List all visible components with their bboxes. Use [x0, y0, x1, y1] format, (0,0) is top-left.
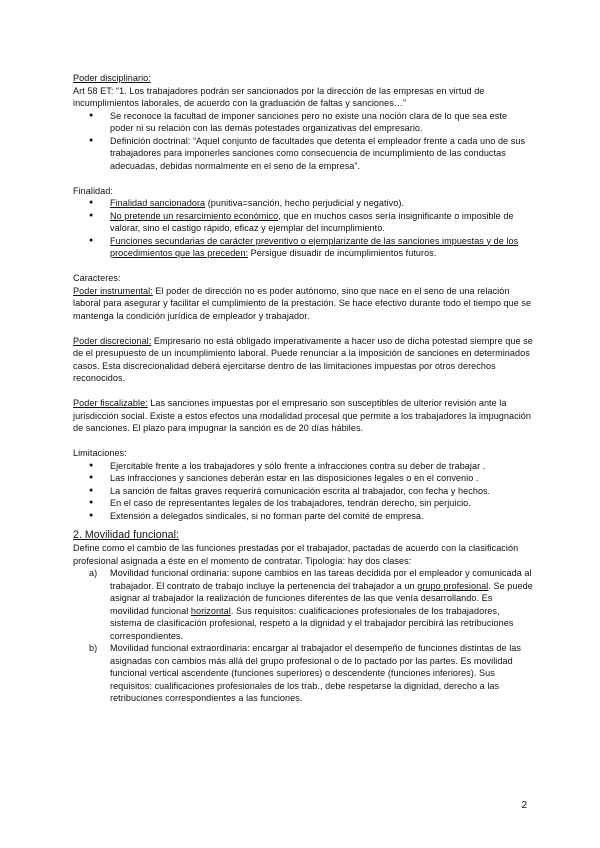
- section-title-movilidad-funcional: 2. Movilidad funcional:: [73, 529, 179, 541]
- movilidad-types: [73, 567, 533, 705]
- list-item: ● Definición doctrinal: “Aquel conjunto de facultades que detenta el empleador frente a cada uno de sus trabajadores para imponerles sanciones como consecuencia de incumplimiento de las conductas adecuadas, debidas normalmente en el seno de la empresa”.: [73, 135, 533, 173]
- list-item: ● Las infracciones y sanciones deberán estar en las disposiciones legales o en el convenio .: [73, 472, 533, 485]
- underlined-term: Funciones secundarias de carácter preventivo o ejemplarizante de las sanciones impuestas y de los procedimientos que las preceden:: [110, 235, 519, 258]
- item-text: . Sus requisitos: cualificaciones profesionales de los trabajadores, sistema de clasificación profesional, respeto a la dignidad y el trabajador percibirá las retribuciones correspondientes.: [110, 605, 514, 641]
- item-text: . Se puede asignar al trabajador la realización de funciones diferentes de las que venía desarrollando. Es movilidad funcional: [110, 580, 533, 616]
- item-text: Movilidad funcional ordinaria: supone cambios en las tareas decidida por el empleador y comunicada al trabajador. El contrato de trabajo incluye la pertenencia del trabajador a un: [110, 568, 532, 591]
- item-text: Movilidad funcional extraordinaria: encargar al trabajador el desempeño de funciones distintas de las asignadas con cambios más allá del grupo profesional o de lo pactado por las partes. Es movilidad funcional vertical ascendente (funciones superiores) o descendente (funciones inferiores). Sus requisitos: cualificaciones profesionales de los trab., debe respetarse la dignidad, derecho a las retribuciones correspondientes a las funciones.: [110, 643, 521, 703]
- underlined-term: No pretende un resarcimiento económico: [110, 210, 279, 221]
- underlined-term: grupo profesional: [417, 580, 489, 591]
- item-marker: b): [89, 643, 98, 653]
- limitaciones-list: [73, 460, 533, 523]
- caracter-term: Poder discrecional:: [73, 335, 152, 346]
- list-item: ● En el caso de representantes legales de los trabajadores, tendrán derecho, sin perjuicio.: [73, 497, 533, 510]
- list-item: ● Ejercitable frente a los trabajadores y sólo frente a infracciones contra su deber de trabajar .: [73, 460, 533, 473]
- caracter-text: El poder de dirección no es poder autónomo, sino que nace en el seno de una relación laboral para asegurar y facilitar el cumplimiento de la prestación. Se hace efectivo durante todo el tiempo que se mantenga la condición jurídica de empleador y trabajador.: [73, 285, 532, 321]
- finalidad-title: Finalidad:: [73, 185, 113, 196]
- finalidad-list: [73, 197, 533, 260]
- list-item: [73, 235, 533, 260]
- list-item: ● Se reconoce la facultad de imponer sanciones pero no existe una noción clara de lo que sea este poder ni su relación con las demás potestades organizativas del empresario.: [73, 110, 533, 135]
- movilidad-intro: Define como el cambio de las funciones prestadas por el trabajador, pactadas de acuerdo con la clasificación profesional asignada a éste en el momento de contratar. Tipología: hay dos clases:: [73, 543, 519, 566]
- caracter-block: [73, 335, 533, 385]
- page-number: 2: [521, 800, 527, 811]
- item-text: , que en muchos casos sería insignificante o imposible de valorar, sino el castigo rápido, eficaz y ejemplar del incumplimiento.: [110, 210, 514, 233]
- art58-intro: Art 58 ET: “1. Los trabajadores podrán ser sancionados por la dirección de las empresas en virtud de incumplimientos laborales, de acuerdo con la graduación de faltas y sanciones…”: [73, 85, 485, 108]
- poder-bullets: [73, 110, 533, 173]
- caracter-text: Empresario no está obligado imperativamente a hacer uso de dicha potestad siempre que se de el presupuesto de un incumplimiento laboral. Puede renunciar a la imposición de sanciones en determinados casos. Esta discrecionalidad deberá ejercitarse dentro de las limitaciones impuestas por otros derechos reconocidos.: [73, 335, 533, 383]
- list-item: [73, 642, 533, 705]
- list-item: [73, 197, 533, 210]
- caracter-block: [73, 285, 533, 323]
- item-text: (punitiva=sanción, hecho perjudicial y negativo).: [205, 198, 405, 208]
- caracter-text: Las sanciones impuestas por el empresario son susceptibles de ulterior revisión ante la jurisdicción social. Existe a estos efectos una modalidad procesal que permite a los trabajadores la impugnación de sanciones. El plazo para impugnar la sanción es de 20 días hábiles.: [73, 398, 532, 433]
- underlined-term: Finalidad sancionadora: [110, 198, 206, 208]
- caracter-term: Poder instrumental:: [73, 285, 153, 296]
- caracter-block: [73, 397, 533, 435]
- page-content: [73, 72, 533, 705]
- limitaciones-title: Limitaciones:: [73, 448, 127, 458]
- list-item: ● Extensión a delegados sindicales, si no forman parte del comité de empresa.: [73, 510, 533, 523]
- section-title-poder-disciplinario: Poder disciplinario:: [73, 73, 151, 83]
- list-item: [73, 567, 533, 642]
- list-item: [73, 210, 533, 235]
- underlined-term: horizontal: [190, 605, 231, 616]
- item-marker: a): [89, 568, 98, 578]
- caracter-term: Poder fiscalizable:: [73, 398, 148, 408]
- caracteres-title: Caracteres:: [73, 273, 121, 283]
- item-text: Persigue disuadir de incumplimientos futuros.: [248, 248, 437, 258]
- list-item: ● La sanción de faltas graves requerirá comunicación escrita al trabajador, con fecha y hechos.: [73, 485, 533, 498]
